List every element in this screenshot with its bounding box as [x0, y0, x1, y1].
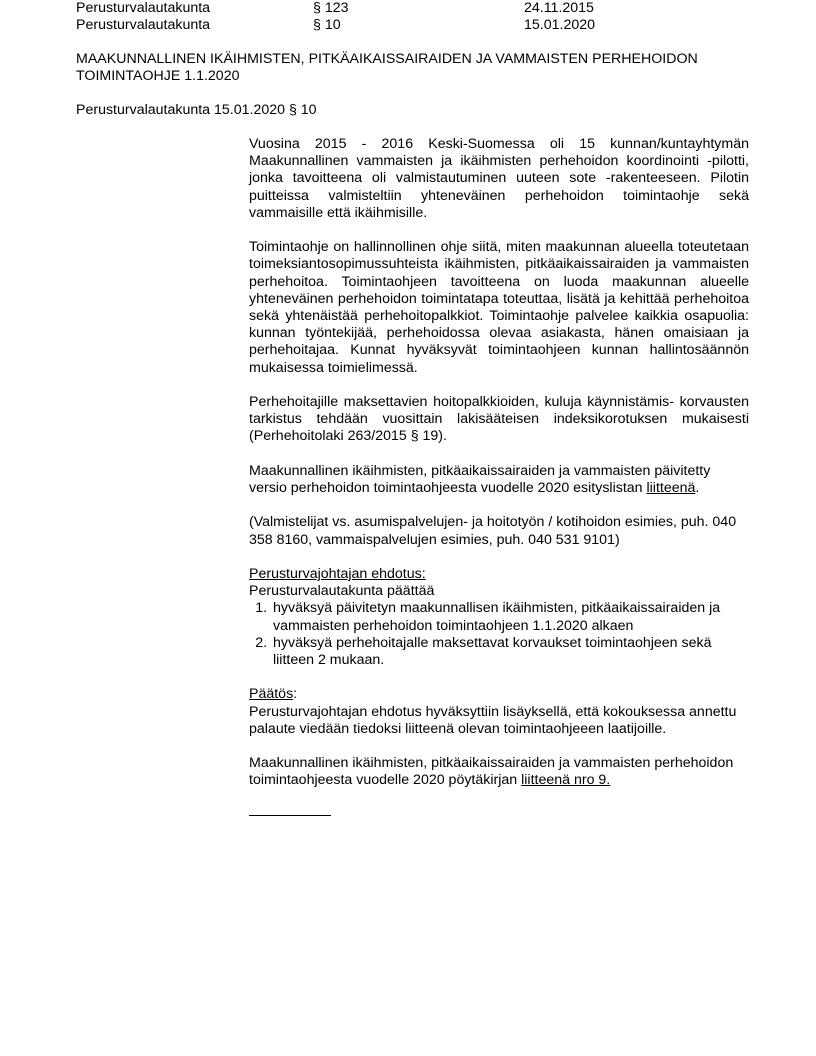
paragraph-review: Perhehoitajille maksettavien hoitopalkkioiden, kuluja käynnistämis- korvausten tarkistus tehdään vuosittain lakisääteisen indeksikorotuksen mukaisesti (Perhehoitolaki 263/2015 § 19). — [249, 394, 749, 445]
proposal-item: 2. hyväksyä perhehoitajalle maksettavat korvaukset toimintaohjeen sekä liitteen 2 mukaan. — [271, 635, 749, 669]
decision-section — [249, 686, 749, 738]
history-body: Perusturvalautakunta — [76, 17, 211, 33]
history-date: 24.11.2015 — [524, 0, 594, 16]
attachment-period: . — [695, 480, 700, 497]
paragraph-background: Vuosina 2015 - 2016 Keski-Suomessa oli 15 kunnan/kuntayhtymän Maakunnallinen vammaisten ja ikäihmisten perhehoidon koordinointi -pilotti, jonka tavoitteena oli valmistautuminen uuteen sote -rakenteeseen. Pilotin puitteissa valmisteltiin yhteneväinen perhehoidon toimintaohje sekä vammaisille että ikäihmisille. — [249, 136, 749, 221]
proposal-heading: Perusturvajohtajan ehdotus: — [249, 566, 426, 582]
attachment-text: Maakunnallinen ikäihmisten, pitkäaikaissairaiden ja vammaisten päivitetty versio perhehoidon toimintaohjeesta vuodelle 2020 esityslistan — [249, 462, 711, 497]
proposal-list — [249, 600, 749, 669]
history-section: § 10 — [313, 17, 341, 33]
attachment-link[interactable]: liitteenä — [646, 480, 696, 497]
paragraph-closing — [249, 755, 749, 789]
history-date: 15.01.2020 — [524, 17, 596, 33]
decision-heading: Päätös — [249, 686, 294, 703]
proposal-item: 1. hyväksyä päivitetyn maakunnallisen ikäihmisten, pitkäaikaissairaiden ja vammaisten perhehoidon toimintaohjeen 1.1.2020 alkaen — [271, 600, 749, 634]
proposal-intro: Perusturvalautakunta päättää — [249, 583, 435, 600]
document-body — [249, 136, 749, 821]
closing-link[interactable]: liitteenä nro 9. — [521, 772, 611, 789]
paragraph-guideline: Toimintaohje on hallinnollinen ohje siitä, miten maakunnan alueella toteutetaan toimeksiantosopimussuhteista ikäihmisten, pitkäaikaissairaiden ja vammaisten perhehoitoa. Toimintaohjeen tavoitteena on luoda maakunnan alueelle yhteneväinen perhehoidon toimintatapa toteuttaa, lisätä ja kehittää perhehoitoa sekä yhtenäistää perhehoitopalkkiot. Toimintaohje palvelee kaikkia osapuolia: kunnan työntekijää, perhehoidossa olevaa asiakasta, hänen omaisiaan ja perhehoitajaa. Kunnat hyväksyvät toimintaohjeen kunnan hallintosäännön mukaisessa toimielimessä. — [249, 239, 749, 376]
document-title: MAAKUNNALLINEN IKÄIHMISTEN, PITKÄAIKAISSAIRAIDEN JA VAMMAISTEN PERHEHOIDON TOIMINTAOHJE 1.1.2020 — [76, 51, 698, 84]
history-row — [76, 17, 756, 34]
paragraph-preparers: (Valmistelijat vs. asumispalvelujen- ja hoitotyön / kotihoidon esimies, puh. 040 358 8160, vammaispalvelujen esimies, puh. 040 531 9101) — [249, 514, 737, 548]
history-body: Perusturvalautakunta — [76, 0, 211, 16]
proposal-section — [249, 566, 749, 669]
history-section: § 123 — [313, 0, 349, 16]
decision-colon: : — [293, 686, 298, 703]
paragraph-attachment — [249, 463, 749, 497]
decision-text: Perusturvajohtajan ehdotus hyväksyttiin lisäyksellä, että kokouksessa annettu palaute viedään tiedoksi liitteenä olevan toimintaohjeeen laatijoille. — [249, 703, 737, 737]
meeting-reference: Perusturvalautakunta 15.01.2020 § 10 — [76, 102, 317, 118]
closing-text: Maakunnallinen ikäihmisten, pitkäaikaissairaiden ja vammaisten perhehoidon toimintaohjeesta vuodelle 2020 pöytäkirjan — [249, 755, 734, 789]
decision-heading-line — [249, 686, 749, 703]
end-rule-divider — [249, 805, 331, 816]
history-row — [76, 0, 756, 17]
